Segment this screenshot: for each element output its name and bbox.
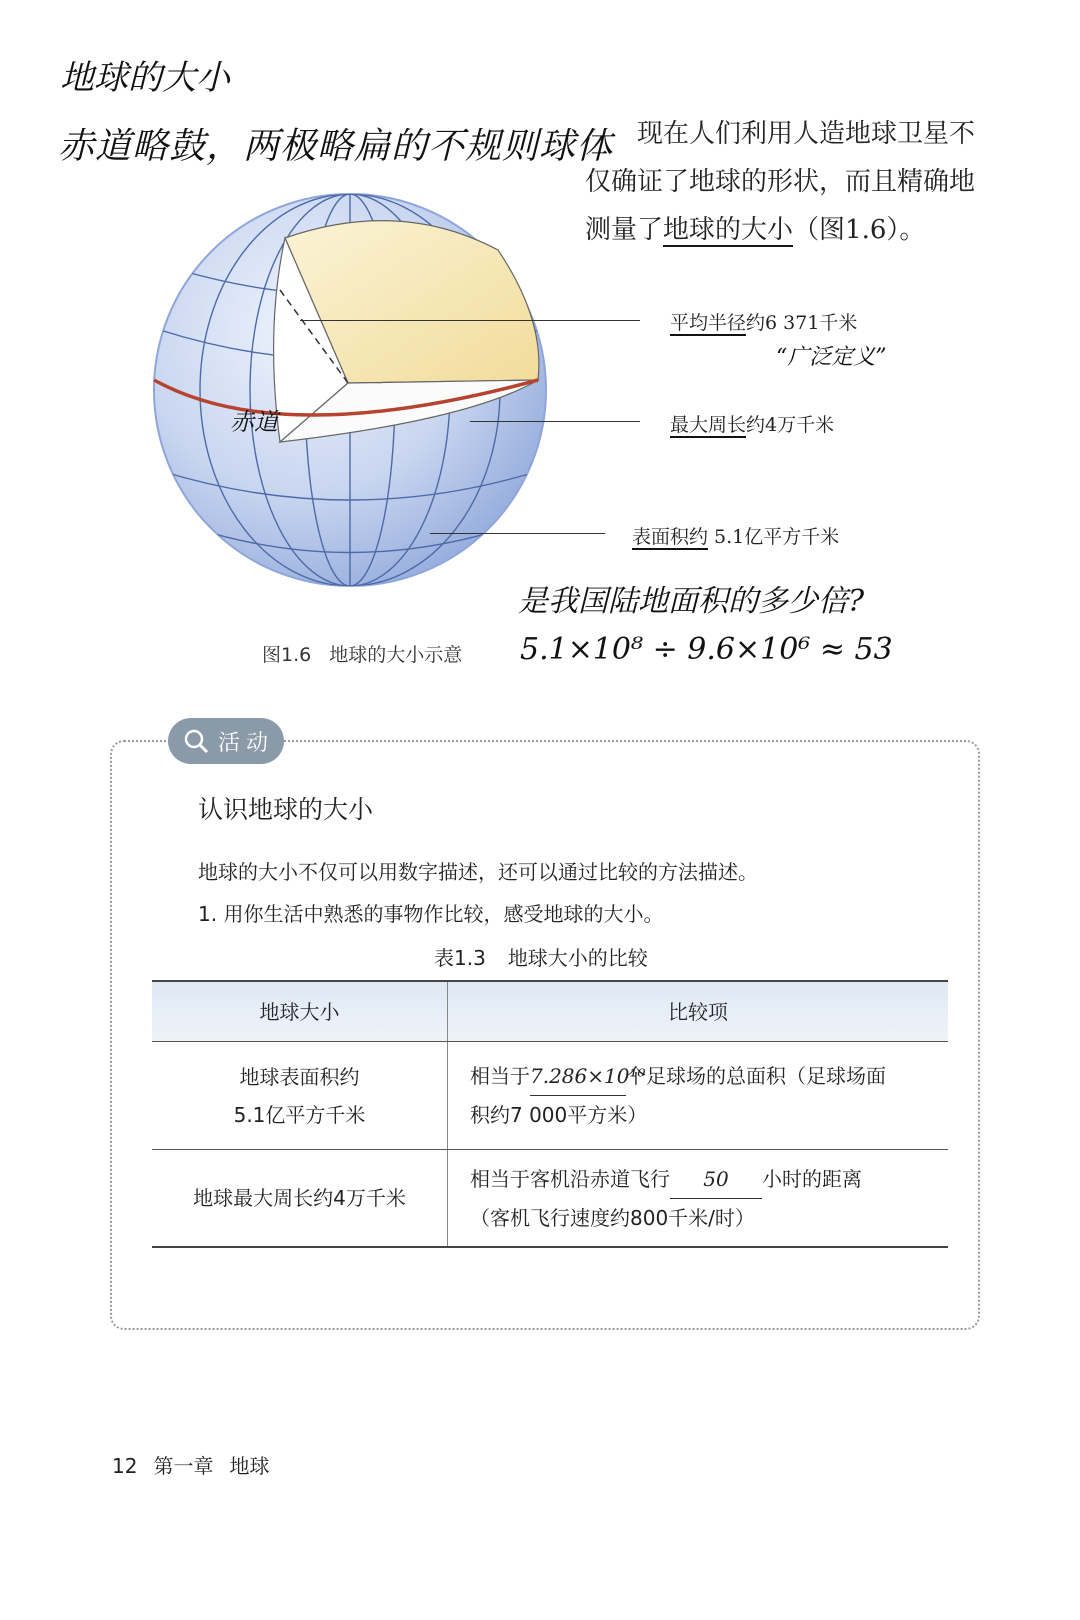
- table-title: 地球大小的比较: [507, 946, 648, 970]
- activity-item-1: 1. 用你生活中熟悉的事物作比较，感受地球的大小。: [198, 902, 664, 926]
- intro-line-1: 现在人们利用人造地球卫星不: [637, 119, 976, 149]
- circumference-leader-line: [470, 421, 640, 422]
- intro-underlined-phrase: 地球的大小: [663, 215, 794, 245]
- handwritten-equator-note: 赤道: [230, 408, 278, 436]
- area-label-underlined: 表面积约: [632, 526, 709, 548]
- intro-line-3-pre: 测量了: [585, 215, 664, 245]
- radius-leader-line: [300, 320, 640, 321]
- figure-number: 图1.6: [262, 644, 312, 666]
- handwritten-radius-note: “广泛定义”: [776, 345, 887, 370]
- figure-caption-text: 地球的大小示意: [329, 644, 463, 666]
- handwritten-question: 是我国陆地面积的多少倍?: [518, 584, 865, 619]
- table-header-size: 地球大小: [152, 982, 448, 1041]
- intro-paragraph: [585, 110, 1005, 254]
- table-number: 表1.3: [434, 946, 486, 970]
- handwritten-calculation: 5.1×10⁸ ÷ 9.6×10⁶ ≈ 53: [520, 632, 893, 667]
- table-cell-size: [152, 1042, 448, 1149]
- row2-compare-post: 小时的距离: [762, 1166, 862, 1191]
- comparison-table: [152, 980, 948, 1248]
- circumference-label: [670, 410, 834, 437]
- row1-size-line2: 5.1亿平方千米: [233, 1102, 366, 1127]
- table-cell-size: 地球最大周长约4万千米: [152, 1150, 448, 1246]
- table-caption: [434, 942, 648, 971]
- table-row: [152, 1150, 948, 1248]
- area-label: [632, 522, 839, 549]
- handwritten-title-note: 地球的大小: [60, 58, 230, 98]
- radius-label-underlined: 平均半径: [670, 312, 747, 334]
- intro-line-2: 仅确证了地球的形状，而且精确地: [585, 167, 976, 197]
- chapter-number: 第一章: [153, 1454, 214, 1478]
- radius-label: [670, 308, 857, 335]
- page-number: 12: [112, 1454, 138, 1478]
- handwritten-shape-note: 赤道略鼓，两极略扁的不规则球体: [58, 126, 614, 167]
- activity-badge: [168, 718, 284, 764]
- activity-intro: 地球的大小不仅可以用数字描述，还可以通过比较的方法描述。: [198, 860, 758, 884]
- table-cell-compare: [448, 1042, 948, 1149]
- circumference-label-value: 约4万千米: [746, 414, 835, 436]
- row1-fill-blank[interactable]: 7.286×10¹⁰: [530, 1057, 626, 1096]
- area-leader-line: [430, 533, 605, 534]
- radius-label-value: 约6 371千米: [746, 312, 858, 334]
- chapter-title: 地球: [229, 1454, 270, 1478]
- area-label-value: 5.1亿平方千米: [708, 526, 840, 548]
- activity-title: 认识地球的大小: [198, 795, 374, 824]
- table-header-compare: 比较项: [668, 999, 728, 1024]
- table-row: [152, 1042, 948, 1150]
- row1-compare-pre: 相当于: [470, 1064, 530, 1088]
- row1-size-line1: 地球表面积约: [239, 1064, 360, 1089]
- table-cell-compare: [448, 1150, 948, 1246]
- page-footer: [112, 1450, 269, 1479]
- row2-compare-line2: （客机飞行速度约800千米/时）: [470, 1205, 755, 1230]
- table-header-row: [152, 980, 948, 1042]
- row1-compare-line2: 积约7 000平方米）: [470, 1103, 648, 1127]
- globe-illustration: [140, 180, 560, 600]
- circumference-label-underlined: 最大周长: [670, 414, 747, 436]
- row2-compare-pre: 相当于客机沿赤道飞行: [470, 1166, 670, 1191]
- figure-caption: [262, 640, 462, 667]
- magnifier-icon: [182, 727, 210, 755]
- activity-badge-label: 活动: [218, 730, 275, 756]
- row2-fill-blank[interactable]: 50: [670, 1160, 762, 1199]
- row1-compare-post: 个足球场的总面积（足球场面: [626, 1064, 886, 1088]
- intro-line-3: [585, 206, 1005, 254]
- intro-line-3-post: （图1.6）。: [793, 215, 926, 245]
